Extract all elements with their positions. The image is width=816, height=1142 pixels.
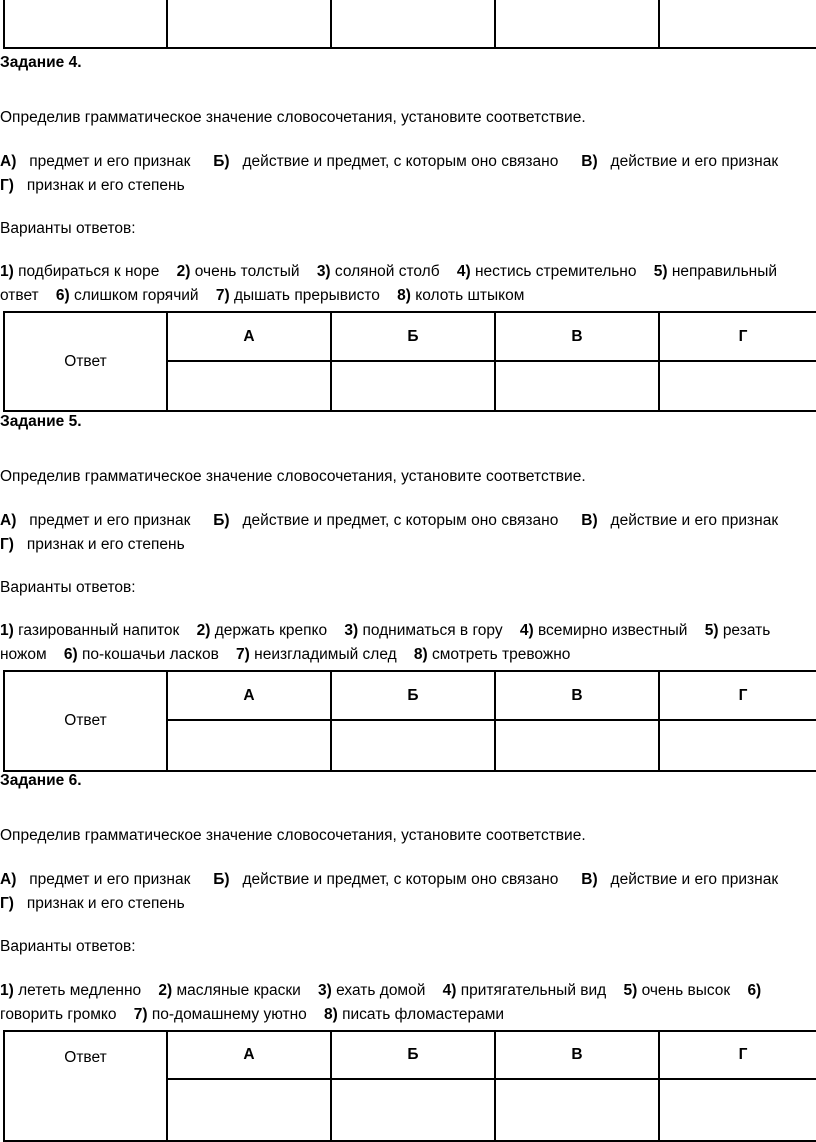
task-5-instruction: Определив грамматическое значение словосочетания, установите соответствие. — [0, 468, 586, 485]
answer-cell-a[interactable] — [167, 1079, 331, 1141]
option-key: В) — [581, 512, 598, 529]
variant-text: всемирно известный — [537, 622, 688, 639]
task-4-instruction: Определив грамматическое значение словосочетания, установите соответствие. — [0, 109, 586, 126]
task-4-variants-label: Варианты ответов: — [0, 220, 136, 237]
variant-num: 4) — [519, 622, 534, 639]
remnant-cell-v — [495, 0, 659, 48]
variant-num: 7) — [236, 646, 250, 663]
variant-num: 3) — [318, 982, 332, 999]
variant-text: ножом — [0, 646, 47, 663]
answer-cell-a[interactable] — [167, 361, 331, 411]
variant-num: 3) — [344, 622, 359, 639]
variant-num: 3) — [316, 263, 331, 280]
task-6-variants-label: Варианты ответов: — [0, 938, 136, 955]
remnant-label-cell — [4, 0, 167, 48]
column-header-v: В — [495, 312, 659, 361]
task-4-answer-table — [3, 311, 816, 412]
option-key: Г) — [0, 895, 14, 912]
task-4-variants-line-2 — [0, 287, 524, 305]
answer-cell-b[interactable] — [331, 1079, 495, 1141]
variant-text: газированный напиток — [18, 622, 180, 639]
column-header-b: Б — [331, 671, 495, 720]
answer-cell-g[interactable] — [659, 1079, 816, 1141]
answer-cell-v[interactable] — [495, 361, 659, 411]
answer-cell-g[interactable] — [659, 720, 816, 771]
option-key: В) — [581, 871, 598, 888]
task-6-variants-line-1 — [0, 982, 761, 1000]
variant-text: резать — [722, 622, 771, 639]
answer-label: Ответ — [4, 671, 167, 771]
variant-num: 2) — [158, 982, 173, 999]
answer-cell-b[interactable] — [331, 361, 495, 411]
task-6-title: Задание 6. — [0, 772, 82, 789]
option-text: действие и его признак — [610, 153, 779, 170]
option-text: действие и его признак — [610, 512, 779, 529]
answer-label: Ответ — [4, 312, 167, 411]
variant-num: 5) — [653, 263, 668, 280]
variant-text: масляные краски — [176, 982, 301, 999]
task-5-variants-label: Варианты ответов: — [0, 579, 136, 596]
task-4-options-line-2 — [0, 177, 185, 195]
option-key: Г) — [0, 536, 14, 553]
option-key: Б) — [213, 512, 230, 529]
task-6-instruction: Определив грамматическое значение словосочетания, установите соответствие. — [0, 827, 586, 844]
task-4-options-line-1 — [0, 153, 778, 171]
variant-text: по-домашнему уютно — [151, 1006, 307, 1023]
variant-num: 1) — [0, 982, 14, 999]
variant-text: соляной столб — [334, 263, 440, 280]
column-header-b: Б — [331, 312, 495, 361]
variant-text: писать фломастерами — [342, 1006, 505, 1023]
task-4-title: Задание 4. — [0, 54, 82, 71]
option-key: Б) — [213, 871, 230, 888]
variant-text: держать крепко — [214, 622, 328, 639]
option-key: В) — [581, 153, 598, 170]
task-6-options-line-1 — [0, 871, 778, 889]
option-text: предмет и его признак — [29, 512, 191, 529]
option-text: действие и предмет, с которым оно связано — [242, 153, 559, 170]
column-header-g: Г — [659, 1031, 816, 1079]
option-text: действие и предмет, с которым оно связано — [242, 512, 559, 529]
option-text: предмет и его признак — [29, 871, 191, 888]
column-header-v: В — [495, 671, 659, 720]
variant-num: 1) — [0, 263, 14, 280]
variant-num: 8) — [397, 287, 411, 304]
variant-text: неизгладимый след — [254, 646, 397, 663]
column-header-g: Г — [659, 312, 816, 361]
prev-answer-table-remnant — [3, 0, 816, 49]
variant-text: смотреть тревожно — [432, 646, 571, 663]
column-header-a: А — [167, 312, 331, 361]
column-header-a: А — [167, 671, 331, 720]
variant-num: 2) — [176, 263, 191, 280]
variant-num: 5) — [704, 622, 719, 639]
variant-num: 7) — [133, 1006, 148, 1023]
variant-text: притягательный вид — [460, 982, 607, 999]
option-key: А) — [0, 512, 17, 529]
task-5-variants-line-1 — [0, 622, 770, 640]
variant-text: дышать прерывисто — [233, 287, 380, 304]
task-5-title: Задание 5. — [0, 413, 82, 430]
column-header-b: Б — [331, 1031, 495, 1079]
variant-num: 8) — [324, 1006, 338, 1023]
answer-cell-b[interactable] — [331, 720, 495, 771]
option-text: действие и предмет, с которым оно связано — [242, 871, 559, 888]
option-text: признак и его степень — [26, 536, 185, 553]
variant-text: ответ — [0, 287, 39, 304]
answer-cell-v[interactable] — [495, 1079, 659, 1141]
column-header-a: А — [167, 1031, 331, 1079]
variant-text: лететь медленно — [18, 982, 142, 999]
task-5-options-line-1 — [0, 512, 778, 530]
variant-num: 4) — [456, 263, 471, 280]
task-4-variants-line-1 — [0, 263, 777, 281]
task-6-answer-table — [3, 1030, 816, 1142]
option-key: Б) — [213, 153, 230, 170]
remnant-cell-b — [331, 0, 495, 48]
variant-text: говорить громко — [0, 1006, 117, 1023]
variant-text: подниматься в гору — [362, 622, 503, 639]
variant-num: 6) — [55, 287, 70, 304]
answer-cell-a[interactable] — [167, 720, 331, 771]
remnant-cell-a — [167, 0, 331, 48]
variant-text: очень высок — [641, 982, 731, 999]
answer-cell-v[interactable] — [495, 720, 659, 771]
variant-num: 1) — [0, 622, 14, 639]
option-text: действие и его признак — [610, 871, 779, 888]
column-header-v: В — [495, 1031, 659, 1079]
variant-num: 7) — [215, 287, 230, 304]
task-5-variants-line-2 — [0, 646, 570, 664]
variant-text: нестись стремительно — [474, 263, 637, 280]
answer-cell-g[interactable] — [659, 361, 816, 411]
column-header-g: Г — [659, 671, 816, 720]
variant-num: 6) — [63, 646, 78, 663]
option-text: признак и его степень — [26, 177, 185, 194]
variant-num: 2) — [196, 622, 211, 639]
task-5-options-line-2 — [0, 536, 185, 554]
variant-num: 4) — [442, 982, 457, 999]
option-key: Г) — [0, 177, 14, 194]
task-6-options-line-2 — [0, 895, 185, 913]
variant-num: 5) — [623, 982, 638, 999]
option-text: предмет и его признак — [29, 153, 191, 170]
remnant-cell-g — [659, 0, 816, 48]
option-key: А) — [0, 871, 17, 888]
option-key: А) — [0, 153, 17, 170]
variant-text: слишком горячий — [74, 287, 199, 304]
task-5-answer-table — [3, 670, 816, 772]
variant-text: неправильный — [671, 263, 778, 280]
variant-text: подбираться к норе — [18, 263, 160, 280]
variant-num: 8) — [413, 646, 428, 663]
answer-label: Ответ — [4, 1031, 167, 1141]
variant-num: 6) — [747, 982, 762, 999]
variant-text: ехать домой — [336, 982, 426, 999]
variant-text: по-кошачьи ласков — [82, 646, 219, 663]
task-6-variants-line-2 — [0, 1006, 504, 1024]
option-text: признак и его степень — [26, 895, 185, 912]
variant-text: колоть штыком — [415, 287, 525, 304]
variant-text: очень толстый — [194, 263, 300, 280]
